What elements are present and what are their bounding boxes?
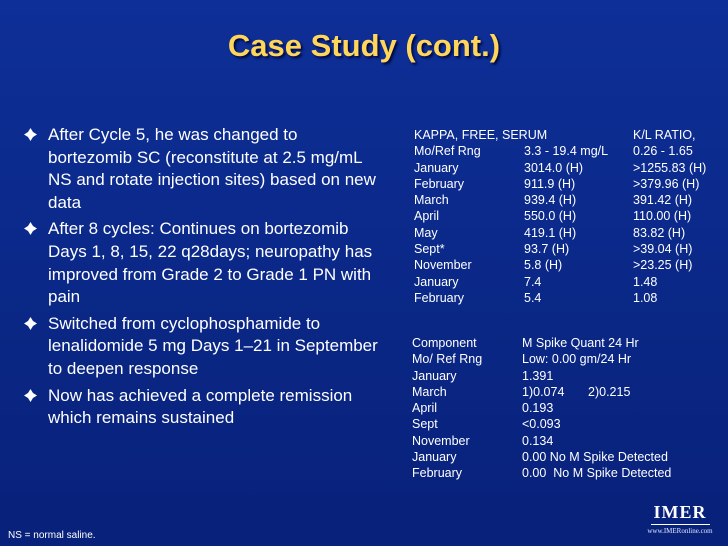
spike-value: Low: 0.00 gm/24 Hr [522,352,632,367]
row-label: January [412,368,457,383]
spike-value: M Spike Quant 24 Hr [522,336,639,350]
bullet-item [22,385,382,430]
row-label: November [414,258,472,273]
row-label: February [414,176,465,191]
bullet-item [22,313,382,381]
row-label: Component [412,336,477,350]
kappa-value: 419.1 (H) [524,225,577,240]
ratio-value: 83.82 (H) [633,225,686,240]
row-label: February [414,290,465,305]
table-row [412,335,722,351]
table-row [414,143,706,159]
kappa-value: 911.9 (H) [524,176,576,191]
row-label: April [412,401,438,416]
table-row [414,290,706,306]
row-label: March [414,193,449,208]
row-label: Sept* [414,242,445,257]
spike-value [522,384,722,400]
ratio-value: 391.42 (H) [633,193,693,208]
bullet-text: Switched from cyclophosphamide to lenalidomide 5 mg Days 1–21 in September to deepen response [48,313,378,378]
row-label: May [414,225,438,240]
kappa-header-label: KAPPA, FREE, SERUM [414,128,548,142]
ratio-value: >23.25 (H) [633,258,693,273]
row-label: March [412,384,447,399]
bullet-text: Now has achieved a complete remission which remains sustained [48,385,353,428]
spike-value: 0.00 No M Spike Detected [522,466,672,481]
ratio-value: 1.08 [633,290,658,305]
table-row [414,225,706,241]
row-label: January [412,450,457,465]
kappa-table [414,127,706,306]
table-row [412,465,722,481]
logo-name: IMER [651,502,710,525]
bullet-text: After 8 cycles: Continues on bortezomib Days 1, 8, 15, 22 q28days; neuropathy has improved from Grade 2 to Grade 1 PN with pain [48,219,373,307]
row-label: Mo/ Ref Rng [412,352,483,367]
diamond-bullet-icon [24,317,37,330]
row-label: Mo/Ref Rng [414,144,481,159]
table-row [414,160,706,176]
ratio-value: 110.00 (H) [633,209,692,224]
footnote: NS = normal saline. [8,530,96,541]
spike-value-2: 2)0.215 [588,384,631,399]
row-label: November [412,433,470,448]
kappa-value: 3014.0 (H) [524,160,584,175]
bullet-list [22,124,382,434]
diamond-bullet-icon [24,128,37,141]
kappa-value: 5.8 (H) [524,258,563,273]
table-row [412,449,722,465]
kappa-value: 939.4 (H) [524,193,577,208]
table-row [414,257,706,273]
m-spike-table [412,335,722,482]
table-row [414,241,706,257]
ratio-value: >39.04 (H) [633,242,693,257]
ratio-value: 1.48 [633,274,658,289]
row-label: January [414,160,459,175]
table-row [412,384,722,400]
diamond-bullet-icon [24,389,37,402]
row-label: Sept [412,417,438,432]
spike-value: 0.134 [522,433,554,448]
kappa-value: 7.4 [524,274,542,289]
kappa-value: 3.3 - 19.4 mg/L [524,144,609,159]
kappa-value: 93.7 (H) [524,242,570,257]
table-row [414,176,706,192]
table-row [412,433,722,449]
table-row [414,274,706,290]
bullet-text: After Cycle 5, he was changed to bortezomib SC (reconstitute at 2.5 mg/mL NS and rotate injection sites) based on new data [48,125,376,212]
kappa-value: 5.4 [524,290,542,305]
ratio-value: >1255.83 (H) [633,160,707,175]
table-row [412,400,722,416]
bullet-item [22,218,382,308]
diamond-bullet-icon [24,222,37,235]
imer-logo [640,502,720,535]
table-row [412,416,722,432]
table-row [412,351,722,367]
kappa-value: 550.0 (H) [524,209,577,224]
table-row [414,208,706,224]
kappa-table-header [414,127,706,143]
bullet-item [22,124,382,214]
spike-value: 1.391 [522,368,554,383]
ratio-value: >379.96 (H) [633,176,700,191]
spike-value: 0.193 [522,401,554,416]
spike-value: 0.00 No M Spike Detected [522,450,668,465]
logo-url: www.IMERonline.com [647,527,713,535]
spike-value: <0.093 [522,417,561,432]
table-row [412,368,722,384]
table-row [414,192,706,208]
row-label: February [412,466,463,481]
ratio-header-label: K/L RATIO, [633,128,696,142]
slide-title: Case Study (cont.) [227,28,501,63]
row-label: April [414,209,440,224]
row-label: January [414,274,459,289]
spike-value-1: 1)0.074 [522,384,565,399]
ratio-value: 0.26 - 1.65 [633,144,693,159]
